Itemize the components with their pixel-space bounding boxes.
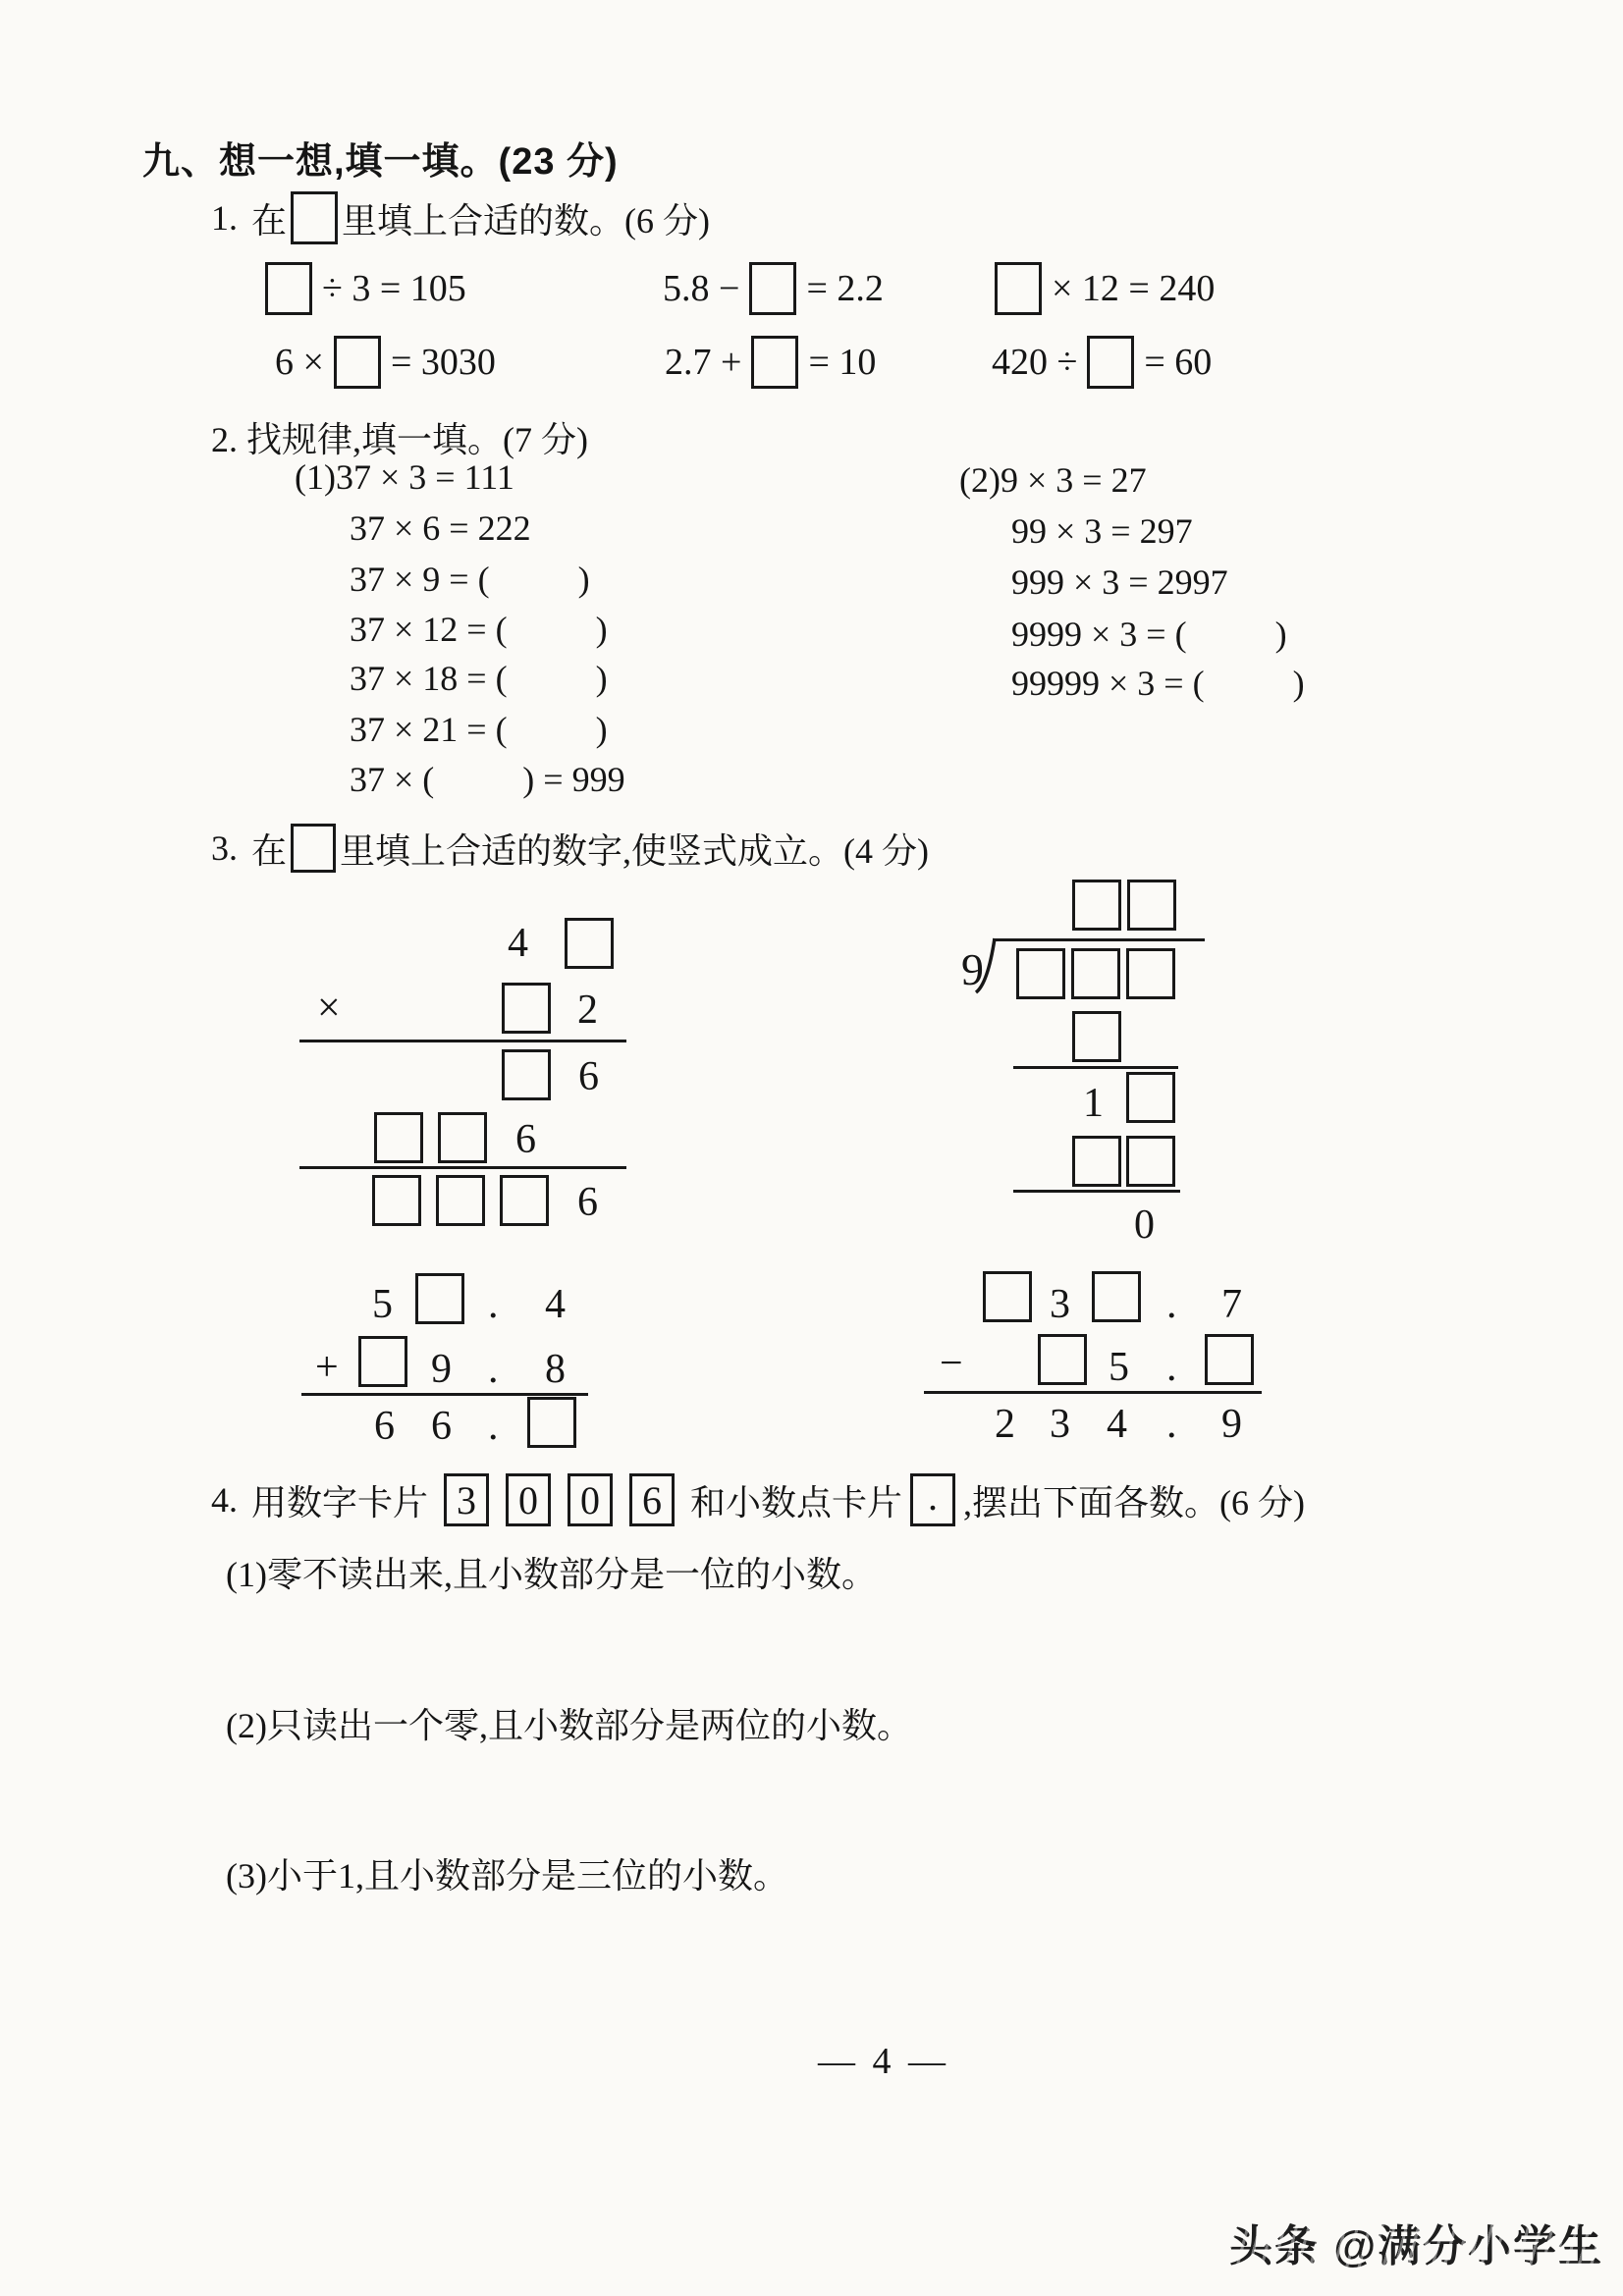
- question-number: 1.: [211, 198, 238, 238]
- blank-box[interactable]: [1126, 1072, 1175, 1123]
- watermark: 头条 @满分小学生: [1229, 2211, 1603, 2273]
- section-title: 九、想一想,填一填。(23 分): [142, 141, 619, 183]
- pattern-line: (1)37 × 3 = 111: [295, 457, 514, 497]
- product-digit: 6: [577, 1180, 598, 1225]
- minus-sign: −: [940, 1341, 963, 1386]
- pattern-line[interactable]: 99999 × 3 = ( ): [1011, 664, 1305, 703]
- question-text-mid: 和小数点卡片: [690, 1482, 903, 1522]
- equation-text: ÷ 3 = 105: [322, 268, 466, 309]
- blank-box[interactable]: [1126, 948, 1175, 999]
- minuend-digit: 3: [1050, 1282, 1070, 1327]
- equation-text: 6 ×: [275, 342, 324, 383]
- blank-box[interactable]: [1016, 948, 1065, 999]
- blank-box[interactable]: [502, 983, 551, 1034]
- partial-product-digit: 6: [515, 1117, 536, 1162]
- equation-text: = 3030: [390, 342, 496, 383]
- question-text-pre: 在: [251, 830, 288, 871]
- decimal-point: .: [1166, 1345, 1177, 1390]
- rule-line: [1013, 1066, 1178, 1069]
- blank-box[interactable]: [995, 262, 1042, 315]
- equation: [992, 335, 1212, 390]
- page-number: — 4 —: [818, 2041, 949, 2082]
- equation-text: × 12 = 240: [1052, 268, 1216, 309]
- blank-box[interactable]: [372, 1175, 421, 1226]
- blank-box[interactable]: [1072, 1136, 1121, 1187]
- pattern-line: 999 × 3 = 2997: [1011, 562, 1228, 602]
- blank-box[interactable]: [565, 918, 614, 969]
- pattern-line[interactable]: 9999 × 3 = ( ): [1011, 614, 1287, 654]
- subtrahend-digit: 5: [1109, 1345, 1129, 1390]
- difference-digit: 3: [1050, 1402, 1070, 1447]
- question-number: 3.: [211, 828, 238, 868]
- question-text-post: 里填上合适的数字,使竖式成立。(4 分): [340, 830, 929, 871]
- blank-box[interactable]: [374, 1112, 423, 1163]
- blank-box[interactable]: [1071, 948, 1120, 999]
- digit-card[interactable]: 0: [568, 1473, 613, 1526]
- equation-text: = 10: [808, 342, 877, 383]
- question-1-header: [211, 188, 710, 247]
- question-text-pre: 在: [251, 200, 288, 240]
- blank-box[interactable]: [1038, 1334, 1087, 1385]
- blank-box[interactable]: [1205, 1334, 1254, 1385]
- addend-digit: 5: [372, 1282, 393, 1327]
- blank-box[interactable]: [1092, 1271, 1141, 1322]
- decimal-point: .: [1166, 1282, 1177, 1327]
- equation: [665, 335, 876, 390]
- multiplicand-digit: 4: [508, 921, 528, 966]
- blank-box[interactable]: [1072, 880, 1121, 931]
- blank-box[interactable]: [1087, 336, 1134, 389]
- sub-question-1: (1)零不读出来,且小数部分是一位的小数。: [226, 1555, 877, 1594]
- blank-box[interactable]: [1126, 1136, 1175, 1187]
- blank-box[interactable]: [1127, 880, 1176, 931]
- partial-product-digit: 6: [578, 1054, 599, 1099]
- vertical-addition: [301, 1273, 596, 1455]
- blank-box[interactable]: [415, 1273, 464, 1324]
- digit-card[interactable]: 6: [629, 1473, 675, 1526]
- blank-box[interactable]: [438, 1112, 487, 1163]
- difference-digit: 2: [995, 1402, 1015, 1447]
- question-3-header: [211, 819, 929, 878]
- division-bracket-icon: [973, 936, 999, 995]
- digit-cards: [444, 1473, 675, 1526]
- decimal-point-card[interactable]: .: [910, 1473, 955, 1526]
- addend-digit: 4: [545, 1282, 566, 1327]
- pattern-line[interactable]: 37 × 12 = ( ): [350, 610, 608, 649]
- pattern-line[interactable]: 37 × 18 = ( ): [350, 659, 608, 698]
- pattern-line[interactable]: 37 × 9 = ( ): [350, 560, 590, 599]
- vertical-multiplication: [299, 918, 628, 1237]
- equation-text: = 60: [1144, 342, 1213, 383]
- division-vinculum: [993, 938, 1205, 941]
- vertical-division: [938, 876, 1281, 1247]
- pattern-line[interactable]: 37 × ( ) = 999: [350, 760, 625, 799]
- equation: [995, 261, 1215, 316]
- addend-digit: 9: [431, 1347, 452, 1392]
- question-4-header: [211, 1470, 1305, 1529]
- sub-question-3: (3)小于1,且小数部分是三位的小数。: [226, 1856, 788, 1896]
- pattern-line: (2)9 × 3 = 27: [959, 460, 1147, 500]
- question-2-header: 2. 找规律,填一填。(7 分): [211, 420, 588, 459]
- rule-line: [924, 1391, 1262, 1394]
- decimal-point: .: [488, 1347, 499, 1392]
- equation: [663, 261, 884, 316]
- multiplier-digit: 2: [577, 988, 598, 1033]
- sub-question-2: (2)只读出一个零,且小数部分是两位的小数。: [226, 1706, 912, 1745]
- blank-box[interactable]: [751, 336, 798, 389]
- blank-box[interactable]: [983, 1271, 1032, 1322]
- remainder-digit: 0: [1134, 1202, 1155, 1248]
- rule-line: [299, 1166, 626, 1169]
- blank-box[interactable]: [527, 1397, 576, 1448]
- equation-text: 420 ÷: [992, 342, 1078, 383]
- blank-box[interactable]: [265, 262, 312, 315]
- equation: [275, 335, 496, 390]
- rule-line: [1013, 1190, 1180, 1193]
- divisor-digit: 9: [961, 944, 984, 994]
- times-sign: ×: [317, 986, 341, 1031]
- minuend-digit: 7: [1221, 1282, 1242, 1327]
- blank-box[interactable]: [358, 1336, 407, 1387]
- blank-box[interactable]: [291, 824, 336, 873]
- pattern-line: 99 × 3 = 297: [1011, 511, 1193, 551]
- question-text-post: 里填上合适的数。(6 分): [342, 200, 710, 240]
- digit-card[interactable]: 0: [506, 1473, 551, 1526]
- digit-card[interactable]: 3: [444, 1473, 489, 1526]
- rule-line: [299, 1040, 626, 1042]
- question-number: 4.: [211, 1480, 238, 1520]
- equation-text: 5.8 −: [663, 268, 740, 309]
- question-text-post: ,摆出下面各数。(6 分): [963, 1482, 1306, 1522]
- decimal-point: .: [488, 1282, 499, 1327]
- blank-box[interactable]: [502, 1049, 551, 1100]
- blank-box[interactable]: [334, 336, 381, 389]
- difference-digit: 1: [1083, 1081, 1104, 1126]
- difference-digit: 4: [1107, 1402, 1127, 1447]
- question-text-pre: 用数字卡片: [251, 1482, 429, 1522]
- blank-box[interactable]: [436, 1175, 485, 1226]
- sum-digit: 6: [431, 1404, 452, 1449]
- equation-text: 2.7 +: [665, 342, 742, 383]
- blank-box[interactable]: [1072, 1011, 1121, 1062]
- equation-text: = 2.2: [806, 268, 884, 309]
- plus-sign: +: [315, 1345, 339, 1390]
- blank-box[interactable]: [749, 262, 796, 315]
- pattern-line: 37 × 6 = 222: [350, 508, 531, 548]
- difference-digit: 9: [1221, 1402, 1242, 1447]
- pattern-line[interactable]: 37 × 21 = ( ): [350, 710, 608, 749]
- addend-digit: 8: [545, 1347, 566, 1392]
- decimal-point: .: [1166, 1402, 1177, 1447]
- blank-box[interactable]: [500, 1175, 549, 1226]
- vertical-subtraction: [924, 1271, 1270, 1453]
- sum-digit: 6: [374, 1404, 395, 1449]
- decimal-point: .: [488, 1404, 499, 1449]
- blank-box[interactable]: [291, 191, 338, 244]
- equation: [265, 261, 466, 316]
- rule-line: [301, 1393, 588, 1396]
